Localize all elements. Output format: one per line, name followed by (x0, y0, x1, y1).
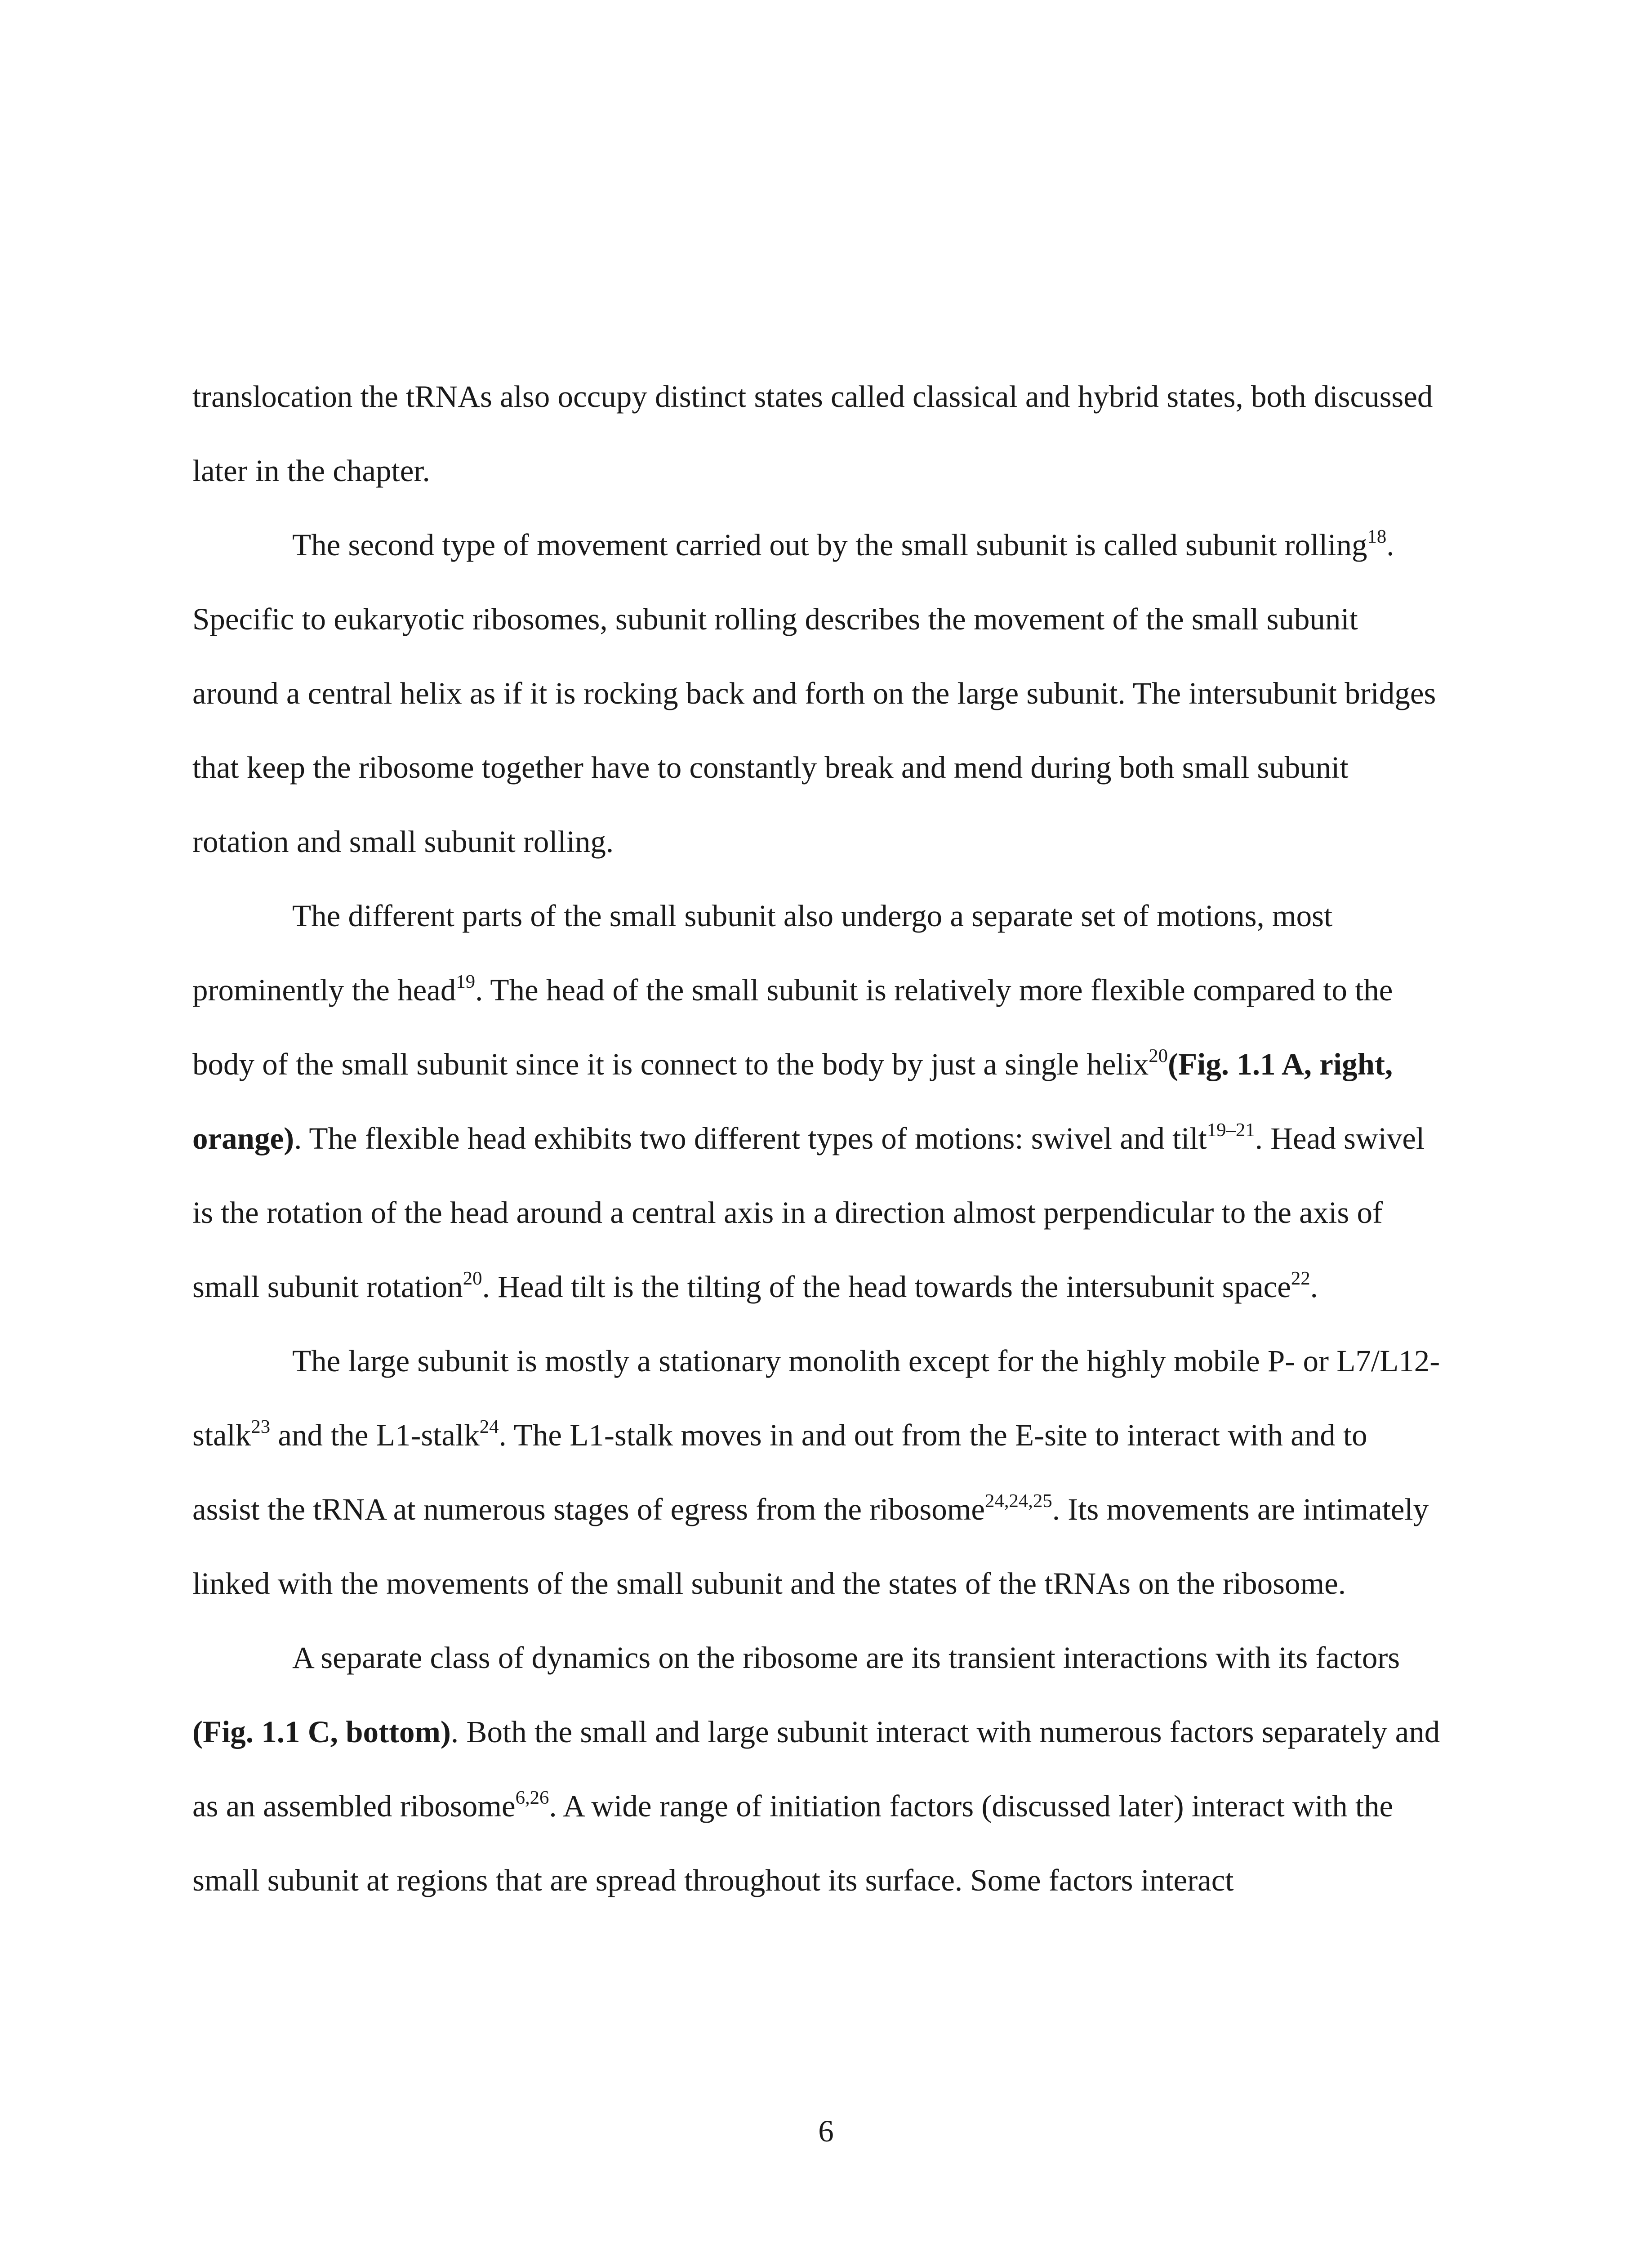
citation-superscript: 24,24,25 (985, 1490, 1052, 1512)
citation-superscript: 19–21 (1207, 1120, 1255, 1141)
citation-superscript: 18 (1367, 526, 1387, 548)
figure-reference: (Fig. 1.1 C, bottom) (192, 1715, 451, 1749)
text-segment: . The flexible head exhibits two different types of motions: swivel and tilt (294, 1121, 1207, 1155)
text-segment: . Both the small and large subunit interact with numerous factors separately and as an assembled ribosome (192, 1715, 1440, 1823)
text-segment: translocation the tRNAs also occupy distinct states called classical and hybrid states, both discussed later in the chapter. (192, 379, 1433, 488)
text-segment: A separate class of dynamics on the ribosome are its transient interactions with its factors (292, 1641, 1400, 1675)
page-number: 6 (818, 2114, 834, 2148)
text-segment: The second type of movement carried out by the small subunit is called subunit rolling (292, 528, 1367, 562)
citation-superscript: 22 (1291, 1268, 1310, 1289)
text-segment: . The L1-stalk moves in and out from the E-site to interact with and to assist the tRNA at numerous stages of egress from the ribosome (192, 1418, 1367, 1526)
paragraph (192, 1621, 1442, 1918)
text-segment: The different parts of the small subunit also undergo a separate set of motions, most prominently the head (192, 899, 1333, 1007)
citation-superscript: 19 (456, 971, 476, 993)
paragraph (192, 360, 1442, 508)
paragraph (192, 1324, 1442, 1621)
text-segment: . A wide range of initiation factors (discussed later) interact with the small subunit at regions that are spread throughout its surface. Some factors interact (192, 1789, 1394, 1897)
text-segment: The large subunit is mostly a stationary monolith except for the highly mobile P- or L7/L12-stalk (192, 1344, 1440, 1452)
text-segment: . The head of the small subunit is relatively more flexible compared to the body of the small subunit since it is connect to the body by just a single helix (192, 973, 1393, 1081)
text-segment: . Head swivel is the rotation of the head around a central axis in a direction almost perpendicular to the axis of small subunit rotation (192, 1121, 1425, 1304)
text-segment: . Specific to eukaryotic ribosomes, subunit rolling describes the movement of the small subunit around a central helix as if it is rocking back and forth on the large subunit. The intersubunit bridges that keep the ribosome together have to constantly break and mend during both small subunit rotation and small subunit rolling. (192, 528, 1436, 859)
citation-superscript: 6,26 (515, 1787, 549, 1809)
paragraph (192, 508, 1442, 879)
text-segment: . Its movements are intimately linked with the movements of the small subunit and the states of the tRNAs on the ribosome. (192, 1492, 1429, 1601)
citation-superscript: 20 (463, 1268, 482, 1289)
citation-superscript: 20 (1149, 1045, 1168, 1067)
text-segment: . Head tilt is the tilting of the head towards the intersubunit space (482, 1270, 1291, 1304)
citation-superscript: 23 (251, 1416, 271, 1438)
body-text (192, 360, 1442, 1918)
citation-superscript: 24 (479, 1416, 499, 1438)
text-segment: . (1310, 1270, 1318, 1304)
paragraph (192, 879, 1442, 1324)
figure-reference: (Fig. 1.1 A, right, orange) (192, 1047, 1393, 1155)
text-segment: and the L1-stalk (270, 1418, 480, 1452)
